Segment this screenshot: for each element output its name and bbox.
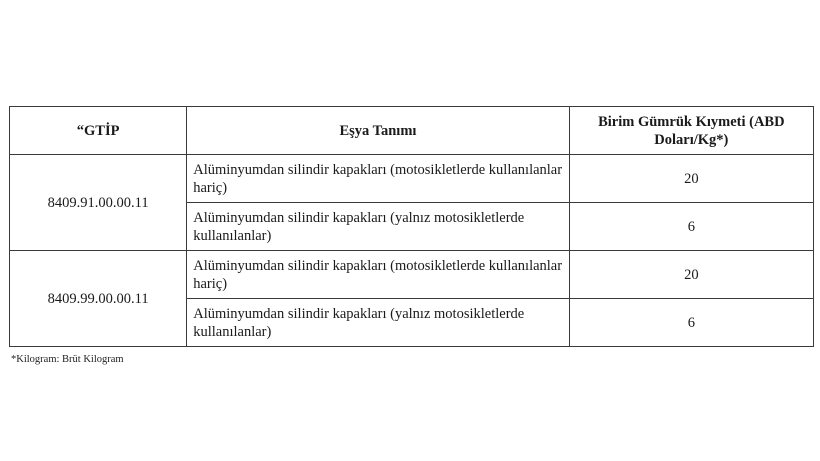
header-gtip: “GTİP: [10, 107, 187, 155]
header-unit-value-text: Birim Gümrük Kıymeti (ABD Doları/Kg*): [598, 113, 785, 148]
description-cell: Alüminyumdan silindir kapakları (motosikletlerde kullanılanlar hariç): [187, 155, 569, 203]
unit-value-cell: 6: [569, 299, 813, 347]
description-cell: Alüminyumdan silindir kapakları (yalnız motosikletlerde kullanılanlar): [187, 203, 569, 251]
unit-value-cell: 20: [569, 155, 813, 203]
customs-value-table: [9, 106, 814, 347]
footnote: *Kilogram: Brüt Kilogram: [11, 354, 124, 365]
gtip-code-cell: 8409.99.00.00.11: [10, 251, 187, 347]
unit-value-cell: 20: [569, 251, 813, 299]
table-header-row: [10, 107, 814, 155]
gtip-code-cell: 8409.91.00.00.11: [10, 155, 187, 251]
table-row: [10, 155, 814, 203]
description-cell: Alüminyumdan silindir kapakları (motosikletlerde kullanılanlar hariç): [187, 251, 569, 299]
header-unit-value: [569, 107, 813, 155]
description-cell: Alüminyumdan silindir kapakları (yalnız motosikletlerde kullanılanlar): [187, 299, 569, 347]
table-row: [10, 251, 814, 299]
header-description: Eşya Tanımı: [187, 107, 569, 155]
unit-value-cell: 6: [569, 203, 813, 251]
